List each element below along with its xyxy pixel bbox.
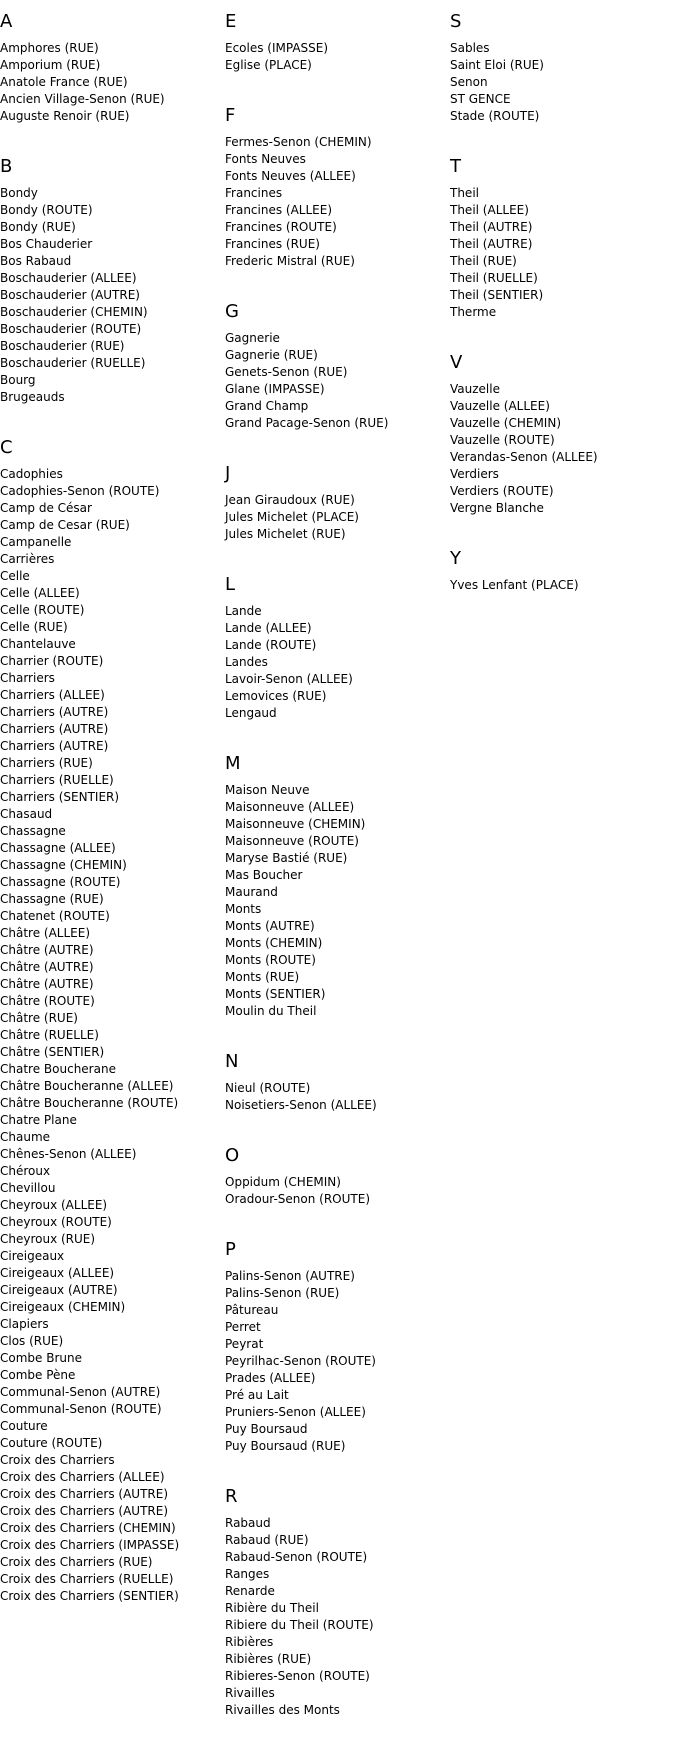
street-name: Fermes-Senon (CHEMIN) [225, 135, 372, 149]
street-name: Maisonneuve (ROUTE) [225, 834, 359, 848]
street-name: Camp de Cesar (RUE) [0, 518, 130, 532]
street-name: Croix des Charriers (AUTRE) [0, 1487, 169, 1501]
street-name: Communal-Senon (ROUTE) [0, 1402, 162, 1416]
street-list [0, 40, 220, 125]
street-name: Ribières (RUE) [225, 1652, 312, 1666]
street-list [225, 1174, 445, 1208]
street-name: Ribiere du Theil (ROUTE) [225, 1618, 374, 1632]
street-name: Châtre Boucheranne (ALLEE) [0, 1079, 174, 1093]
street-name: Anatole France (RUE) [0, 75, 128, 89]
street-name: Chatenet (ROUTE) [0, 909, 110, 923]
street-name: Puy Boursaud (RUE) [225, 1439, 346, 1453]
street-name: Maisonneuve (ALLEE) [225, 800, 355, 814]
street-name: Pré au Lait [225, 1388, 289, 1402]
street-name: Renarde [225, 1584, 275, 1598]
street-name: Charriers (AUTRE) [0, 722, 109, 736]
street-name: Verandas-Senon (ALLEE) [450, 450, 598, 464]
street-name: Charriers [0, 671, 55, 685]
street-name: Châtre (ALLEE) [0, 926, 91, 940]
letter-heading: P [225, 1239, 236, 1260]
street-name: Clos (RUE) [0, 1334, 64, 1348]
street-name: Châtre (AUTRE) [0, 977, 94, 991]
street-list [225, 134, 445, 270]
street-name: Yves Lenfant (PLACE) [450, 578, 579, 592]
letter-heading: F [225, 105, 236, 126]
street-list [225, 1080, 445, 1114]
street-name: Celle (ALLEE) [0, 586, 80, 600]
street-name: Chevillou [0, 1181, 56, 1195]
street-name: Brugeauds [0, 390, 65, 404]
street-name: Celle (RUE) [0, 620, 68, 634]
street-name: Ribieres-Senon (ROUTE) [225, 1669, 370, 1683]
letter-heading: O [225, 1145, 240, 1166]
street-name: Prades (ALLEE) [225, 1371, 316, 1385]
street-name: Monts (SENTIER) [225, 987, 326, 1001]
street-name: Theil (ALLEE) [450, 203, 529, 217]
street-name: Maison Neuve [225, 783, 310, 797]
letter-heading: G [225, 301, 239, 322]
street-list [225, 1515, 445, 1719]
letter-heading: E [225, 11, 237, 32]
street-name: Glane (IMPASSE) [225, 382, 325, 396]
street-name: Vergne Blanche [450, 501, 544, 515]
street-name: Lande (ALLEE) [225, 621, 312, 635]
street-name: Chassagne (ROUTE) [0, 875, 121, 889]
letter-section [225, 299, 445, 432]
street-name: Chasaud [0, 807, 53, 821]
street-name: Landes [225, 655, 268, 669]
street-name: Nieul (ROUTE) [225, 1081, 311, 1095]
street-name: Carrières [0, 552, 55, 566]
street-name: Cireigeaux [0, 1249, 65, 1263]
street-name: Eglise (PLACE) [225, 58, 312, 72]
street-name: Croix des Charriers (RUELLE) [0, 1572, 174, 1586]
street-name: Charriers (AUTRE) [0, 739, 109, 753]
street-name: Theil (AUTRE) [450, 220, 533, 234]
street-name: Theil [450, 186, 479, 200]
letter-section [225, 461, 445, 543]
street-name: Monts [225, 902, 262, 916]
street-name: Jean Giraudoux (RUE) [225, 493, 355, 507]
street-name: Bos Rabaud [0, 254, 72, 268]
street-name: Sables [450, 41, 490, 55]
street-name: Vauzelle (ROUTE) [450, 433, 555, 447]
street-name: Lengaud [225, 706, 277, 720]
letter-section [0, 9, 220, 125]
street-name: Monts (ROUTE) [225, 953, 316, 967]
street-name: Oradour-Senon (ROUTE) [225, 1192, 371, 1206]
street-name: Francines [225, 186, 283, 200]
street-name: Cireigeaux (AUTRE) [0, 1283, 118, 1297]
street-name: Francines (ROUTE) [225, 220, 337, 234]
street-name: Senon [450, 75, 488, 89]
street-name: Grand Pacage-Senon (RUE) [225, 416, 389, 430]
street-name: Lande (ROUTE) [225, 638, 317, 652]
street-name: Cheyroux (RUE) [0, 1232, 96, 1246]
street-name: Charriers (RUELLE) [0, 773, 114, 787]
street-name: Bondy [0, 186, 38, 200]
street-name: Châtre Boucheranne (ROUTE) [0, 1096, 179, 1110]
street-list [225, 603, 445, 722]
street-name: Boschauderier (ROUTE) [0, 322, 142, 336]
street-name: Genets-Senon (RUE) [225, 365, 348, 379]
street-name: Châtre (AUTRE) [0, 960, 94, 974]
street-name: Rabaud-Senon (ROUTE) [225, 1550, 368, 1564]
street-name: Rabaud [225, 1516, 271, 1530]
street-name: Croix des Charriers (RUE) [0, 1555, 153, 1569]
street-name: Frederic Mistral (RUE) [225, 254, 355, 268]
street-name: Maisonneuve (CHEMIN) [225, 817, 366, 831]
street-list [450, 185, 670, 321]
street-name: Croix des Charriers (IMPASSE) [0, 1538, 180, 1552]
letter-section [225, 9, 445, 74]
street-name: Celle (ROUTE) [0, 603, 85, 617]
letter-heading: S [450, 11, 462, 32]
street-name: Charrier (ROUTE) [0, 654, 104, 668]
street-name: Charriers (AUTRE) [0, 705, 109, 719]
street-name: Ecoles (IMPASSE) [225, 41, 329, 55]
letter-heading: L [225, 574, 236, 595]
street-name: Mas Boucher [225, 868, 303, 882]
street-name: Puy Boursaud [225, 1422, 308, 1436]
street-name: Peyrilhac-Senon (ROUTE) [225, 1354, 376, 1368]
street-name: Theil (RUELLE) [450, 271, 538, 285]
street-name: Châtre (AUTRE) [0, 943, 94, 957]
street-name: Châtre (RUE) [0, 1011, 78, 1025]
street-name: Rivailles des Monts [225, 1703, 340, 1717]
street-name: Lavoir-Senon (ALLEE) [225, 672, 353, 686]
street-name: Amporium (RUE) [0, 58, 101, 72]
letter-section [225, 751, 445, 1020]
letter-heading: V [450, 352, 463, 373]
street-name: Theil (SENTIER) [450, 288, 544, 302]
letter-heading: M [225, 753, 241, 774]
index-column-3 [450, 9, 670, 623]
street-list [225, 330, 445, 432]
letter-heading: N [225, 1051, 239, 1072]
street-name: Fonts Neuves (ALLEE) [225, 169, 356, 183]
street-name: Monts (AUTRE) [225, 919, 315, 933]
street-name: Charriers (SENTIER) [0, 790, 120, 804]
street-name: Ribières [225, 1635, 274, 1649]
street-name: Boschauderier (CHEMIN) [0, 305, 148, 319]
street-list [450, 577, 670, 594]
street-name: Chatre Boucherane [0, 1062, 116, 1076]
street-list [0, 185, 220, 406]
street-name: Rivailles [225, 1686, 275, 1700]
street-name: Auguste Renoir (RUE) [0, 109, 130, 123]
letter-heading: Y [450, 548, 461, 569]
street-name: Vauzelle (ALLEE) [450, 399, 550, 413]
street-name: Jules Michelet (RUE) [225, 527, 346, 541]
street-name: Jules Michelet (PLACE) [225, 510, 359, 524]
street-name: Boschauderier (AUTRE) [0, 288, 140, 302]
street-name: ST GENCE [450, 92, 511, 106]
street-name: Fonts Neuves [225, 152, 306, 166]
street-name: Noisetiers-Senon (ALLEE) [225, 1098, 377, 1112]
street-name: Grand Champ [225, 399, 309, 413]
street-name: Châtre (ROUTE) [0, 994, 95, 1008]
street-name: Chéroux [0, 1164, 51, 1178]
street-name: Boschauderier (RUE) [0, 339, 125, 353]
street-name: Couture (ROUTE) [0, 1436, 103, 1450]
street-name: Charriers (ALLEE) [0, 688, 105, 702]
street-name: Cireigeaux (CHEMIN) [0, 1300, 126, 1314]
street-name: Bourg [0, 373, 36, 387]
street-list [0, 466, 220, 1605]
letter-heading: B [0, 156, 13, 177]
street-name: Chassagne [0, 824, 66, 838]
street-list [225, 40, 445, 74]
street-name: Lande [225, 604, 262, 618]
letter-section [0, 154, 220, 406]
street-name: Vauzelle (CHEMIN) [450, 416, 561, 430]
street-name: Chassagne (ALLEE) [0, 841, 116, 855]
street-name: Cadophies [0, 467, 63, 481]
street-name: Saint Eloi (RUE) [450, 58, 544, 72]
street-name: Verdiers (ROUTE) [450, 484, 554, 498]
letter-section [225, 1484, 445, 1719]
street-name: Bondy (RUE) [0, 220, 76, 234]
letter-section [450, 9, 670, 125]
letter-section [225, 1049, 445, 1114]
street-name: Maurand [225, 885, 278, 899]
street-name: Croix des Charriers (AUTRE) [0, 1504, 169, 1518]
street-name: Châtre (SENTIER) [0, 1045, 105, 1059]
street-name: Moulin du Theil [225, 1004, 317, 1018]
street-name: Bondy (ROUTE) [0, 203, 93, 217]
street-name: Châtre (RUELLE) [0, 1028, 99, 1042]
street-name: Therme [450, 305, 497, 319]
street-name: Palins-Senon (RUE) [225, 1286, 340, 1300]
street-name: Combe Pène [0, 1368, 76, 1382]
street-name: Bos Chauderier [0, 237, 93, 251]
letter-heading: C [0, 437, 13, 458]
letter-section [450, 154, 670, 321]
letter-section [450, 546, 670, 594]
street-name: Oppidum (CHEMIN) [225, 1175, 341, 1189]
street-name: Chantelauve [0, 637, 76, 651]
letter-section [450, 350, 670, 517]
street-list [450, 40, 670, 125]
street-list [225, 782, 445, 1020]
street-name: Communal-Senon (AUTRE) [0, 1385, 161, 1399]
letter-section [225, 572, 445, 722]
street-name: Francines (ALLEE) [225, 203, 333, 217]
street-name: Francines (RUE) [225, 237, 320, 251]
index-column-2 [225, 9, 445, 1748]
street-name: Cireigeaux (ALLEE) [0, 1266, 115, 1280]
street-name: Couture [0, 1419, 48, 1433]
street-name: Stade (ROUTE) [450, 109, 540, 123]
street-name: Lemovices (RUE) [225, 689, 327, 703]
street-name: Gagnerie (RUE) [225, 348, 318, 362]
street-name: Monts (RUE) [225, 970, 300, 984]
street-name: Croix des Charriers [0, 1453, 115, 1467]
street-name: Boschauderier (ALLEE) [0, 271, 137, 285]
street-name: Peyrat [225, 1337, 264, 1351]
letter-heading: A [0, 11, 13, 32]
street-name: Chassagne (RUE) [0, 892, 104, 906]
street-name: Croix des Charriers (SENTIER) [0, 1589, 179, 1603]
street-name: Chênes-Senon (ALLEE) [0, 1147, 137, 1161]
letter-section [225, 1143, 445, 1208]
street-name: Amphores (RUE) [0, 41, 99, 55]
letter-heading: J [225, 463, 231, 484]
street-name: Celle [0, 569, 30, 583]
street-name: Pruniers-Senon (ALLEE) [225, 1405, 366, 1419]
street-name: Camp de César [0, 501, 92, 515]
street-name: Croix des Charriers (CHEMIN) [0, 1521, 176, 1535]
street-name: Verdiers [450, 467, 499, 481]
street-name: Theil (AUTRE) [450, 237, 533, 251]
street-name: Chassagne (CHEMIN) [0, 858, 127, 872]
street-list [225, 1268, 445, 1455]
street-name: Boschauderier (RUELLE) [0, 356, 146, 370]
street-name: Ranges [225, 1567, 270, 1581]
index-column-1 [0, 9, 220, 1634]
street-name: Chatre Plane [0, 1113, 77, 1127]
street-name: Theil (RUE) [450, 254, 517, 268]
street-name: Cheyroux (ALLEE) [0, 1198, 108, 1212]
street-name: Palins-Senon (AUTRE) [225, 1269, 355, 1283]
street-name: Ancien Village-Senon (RUE) [0, 92, 165, 106]
street-name: Campanelle [0, 535, 72, 549]
street-name: Clapiers [0, 1317, 49, 1331]
letter-heading: R [225, 1486, 238, 1507]
street-name: Cheyroux (ROUTE) [0, 1215, 112, 1229]
letter-section [225, 1237, 445, 1455]
street-name: Pâtureau [225, 1303, 279, 1317]
street-name: Monts (CHEMIN) [225, 936, 323, 950]
street-name: Chaume [0, 1130, 51, 1144]
street-name: Gagnerie [225, 331, 280, 345]
street-name: Maryse Bastié (RUE) [225, 851, 348, 865]
street-name: Perret [225, 1320, 261, 1334]
street-name: Combe Brune [0, 1351, 82, 1365]
letter-section [225, 103, 445, 270]
street-list [225, 492, 445, 543]
street-list [450, 381, 670, 517]
street-name: Cadophies-Senon (ROUTE) [0, 484, 160, 498]
street-name: Ribière du Theil [225, 1601, 319, 1615]
street-name: Vauzelle [450, 382, 500, 396]
street-name: Charriers (RUE) [0, 756, 93, 770]
street-name: Croix des Charriers (ALLEE) [0, 1470, 165, 1484]
letter-section [0, 435, 220, 1605]
street-name: Rabaud (RUE) [225, 1533, 309, 1547]
letter-heading: T [450, 156, 461, 177]
